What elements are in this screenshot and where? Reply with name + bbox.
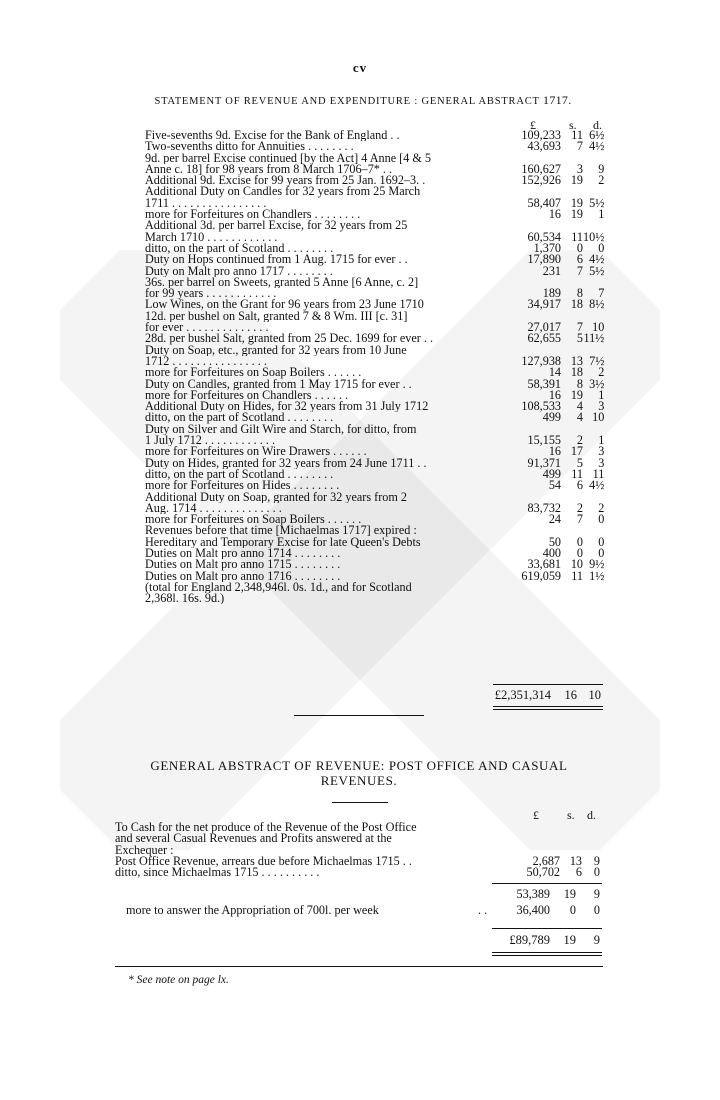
line-description: ditto, on the part of Scotland . . . . . . . . <box>145 412 334 424</box>
total-rule <box>493 684 603 685</box>
amount-pounds <box>497 593 561 604</box>
subtotal-shillings: 19 <box>563 887 576 901</box>
post-office-total-pounds: £89,789 <box>509 933 550 947</box>
amount-pence: 10½ <box>583 229 605 244</box>
amount-shillings: 8 <box>576 286 583 301</box>
amount-shillings <box>561 593 583 604</box>
amount-shillings: 0 <box>576 545 583 560</box>
line-description: for 99 years . . . . . . . . . . . . <box>145 288 277 300</box>
amount-pounds: 499 <box>542 466 561 481</box>
amount-pounds: 33,681 <box>527 557 561 572</box>
amount-shillings: 18 <box>570 297 583 312</box>
amount-pounds <box>491 822 560 833</box>
excise-row <box>145 266 604 277</box>
line-description: more for Forfeitures on Soap Boilers . . . . . . <box>145 367 362 379</box>
line-description: Anne c. 18] for 98 years from 8 March 1706–7* . . <box>145 163 393 176</box>
line-description: Duties on Malt pro anno 1714 . . . . . . . . <box>145 547 341 560</box>
line-description: Additional 3d. per barrel Excise, for 32 years from 25 <box>145 220 408 232</box>
amount-shillings: 3 <box>576 161 583 176</box>
excise-row <box>145 401 604 412</box>
amount-pounds <box>497 582 561 593</box>
excise-row <box>145 571 604 582</box>
amount-shillings: 6 <box>576 252 583 267</box>
appropriation-leader: . . <box>478 903 488 917</box>
grand-total-double-rule-top <box>492 952 602 953</box>
excise-row <box>145 593 604 604</box>
amount-shillings: 4 <box>576 399 583 414</box>
column-header-shillings: s. <box>569 118 577 132</box>
amount-pence: 11 <box>592 466 605 481</box>
amount-shillings: 19 <box>570 195 583 210</box>
amount-pounds: 34,917 <box>527 297 561 312</box>
line-description: ditto, on the part of Scotland . . . . . . . . <box>145 242 334 255</box>
grand-total-double-rule-bottom <box>492 955 602 956</box>
amount-pence <box>583 582 604 593</box>
amount-pence: 6½ <box>589 128 605 142</box>
page-number: cv <box>352 60 368 75</box>
amount-pounds: 17,890 <box>527 252 561 267</box>
post-office-total-shillings: 19 <box>563 933 576 947</box>
line-description: for ever . . . . . . . . . . . . . . <box>145 322 269 334</box>
line-description: Five-sevenths 9d. Excise for the Bank of England . . <box>145 130 400 142</box>
post-office-total-pence: 9 <box>593 933 600 947</box>
line-description: more for Forfeitures on Chandlers . . . . . . . . <box>145 209 361 221</box>
excise-row <box>145 198 604 209</box>
amount-pence: 7½ <box>589 353 605 368</box>
amount-pounds: 24 <box>548 512 561 527</box>
line-description: 28d. per bushel Salt, granted from 25 Dec. 1699 for ever . . <box>145 333 434 345</box>
excise-row <box>145 412 604 423</box>
amount-pence <box>583 593 604 604</box>
excise-row <box>145 458 604 469</box>
amount-pounds: 14 <box>548 365 561 380</box>
amount-shillings: 13 <box>569 853 582 868</box>
amount-pence: 10 <box>592 410 605 425</box>
amount-shillings: 4 <box>576 410 583 425</box>
amount-pounds <box>491 833 560 844</box>
running-head <box>133 93 593 108</box>
amount-shillings: 10 <box>570 557 583 572</box>
amount-pounds: 109,233 <box>521 128 561 142</box>
amount-pounds: 127,938 <box>521 353 561 368</box>
excise-row <box>145 514 604 525</box>
excise-row <box>145 356 604 367</box>
line-description: To Cash for the net produce of the Revenue of the Post Office <box>115 822 417 834</box>
amount-shillings: 18 <box>570 365 583 380</box>
section2-header-pence: d. <box>587 808 596 822</box>
line-description: Hereditary and Temporary Excise for late Queen's Debts <box>145 536 421 548</box>
section-heading <box>115 758 603 788</box>
line-description: Additional 9d. Excise for 99 years from 25 Jan. 1692–3. . <box>145 175 426 187</box>
excise-row <box>145 209 604 220</box>
amount-shillings: 19 <box>570 207 583 222</box>
post-office-row <box>115 845 600 856</box>
line-description: Post Office Revenue, arrears due before Michaelmas 1715 . . <box>115 855 412 868</box>
amount-pence <box>582 822 600 833</box>
amount-pounds: 83,732 <box>527 500 561 515</box>
excise-row <box>145 469 604 480</box>
total-double-rule-bottom <box>493 709 603 710</box>
excise-row <box>145 435 604 446</box>
amount-pounds: 499 <box>542 410 561 425</box>
section-heading-line2: REVENUES. <box>320 773 398 788</box>
amount-shillings: 8 <box>576 376 583 391</box>
amount-pence: 7 <box>598 286 605 301</box>
section2-header-pounds: £ <box>533 808 539 822</box>
amount-shillings <box>561 582 583 593</box>
amount-pence: 0 <box>598 534 605 549</box>
line-description: March 1710 . . . . . . . . . . . . <box>145 231 278 243</box>
amount-pence: 3½ <box>589 376 605 391</box>
post-office-row <box>115 822 600 833</box>
line-description: Additional Duty on Hides, for 32 years from 31 July 1712 <box>145 401 429 413</box>
amount-shillings: 13 <box>570 353 583 368</box>
line-description: Exchequer : <box>115 844 174 856</box>
amount-pence: 0 <box>598 240 605 255</box>
line-description: more for Forfeitures on Wire Drawers . . . . . . <box>145 446 367 458</box>
excise-row <box>145 277 604 288</box>
line-description: more for Forfeitures on Soap Boilers . . . . . . <box>145 514 362 526</box>
amount-pounds: 1,370 <box>533 240 561 255</box>
appropriation-shillings: 0 <box>569 903 576 917</box>
amount-shillings: 0 <box>576 240 583 255</box>
amount-pounds: 27,017 <box>527 320 561 335</box>
line-description: Duties on Malt pro anno 1715 . . . . . . . . <box>145 559 341 571</box>
amount-shillings: 11 <box>571 568 583 583</box>
excise-row <box>145 537 604 548</box>
amount-pounds: 152,926 <box>521 173 561 188</box>
excise-total-shillings: 16 <box>564 688 577 702</box>
line-description: 12d. per bushel on Salt, granted 7 & 8 Wm. III [c. 31] <box>145 310 408 323</box>
subtotal-rule <box>492 883 602 884</box>
excise-total-pence: 10 <box>588 688 601 702</box>
amount-pounds: 62,655 <box>527 331 561 346</box>
line-description: Duties on Malt pro anno 1716 . . . . . . . . <box>145 570 341 582</box>
line-description: 1 July 1712 . . . . . . . . . . . . <box>145 435 276 447</box>
amount-pounds: 91,371 <box>527 455 561 470</box>
line-description: Duty on Silver and Gilt Wire and Starch, for ditto, from <box>145 423 417 436</box>
amount-pence: 0 <box>593 865 600 880</box>
excise-row <box>145 582 604 593</box>
amount-pounds: 2,687 <box>532 853 560 868</box>
amount-pence: 5½ <box>589 195 605 210</box>
amount-shillings: 17 <box>570 444 583 459</box>
amount-pounds: 60,534 <box>527 229 561 244</box>
amount-shillings: 6 <box>576 478 583 493</box>
amount-pounds: 54 <box>548 478 561 493</box>
running-head-text: STATEMENT OF REVENUE AND EXPENDITURE : GENERAL ABSTRACT <box>154 96 540 107</box>
footnote: * See note on page lx. <box>128 974 229 986</box>
amount-shillings: 19 <box>570 173 583 188</box>
amount-pounds: 43,693 <box>527 139 561 154</box>
line-description: Duty on Hops continued from 1 Aug. 1715 for ever . . <box>145 254 408 266</box>
amount-pounds: 619,059 <box>521 568 561 583</box>
amount-shillings <box>560 833 582 844</box>
amount-shillings: 5 <box>576 331 583 346</box>
amount-pounds: 58,407 <box>527 195 561 210</box>
amount-pence: 0 <box>598 545 605 560</box>
amount-pounds: 50 <box>548 534 561 549</box>
line-description: 1711 . . . . . . . . . . . . . . . . <box>145 197 267 210</box>
appropriation-pence: 0 <box>593 903 600 917</box>
total-double-rule-top <box>493 706 603 707</box>
subtotal-pounds: 53,389 <box>516 887 550 901</box>
amount-pounds: 16 <box>548 444 561 459</box>
amount-pence <box>582 833 600 844</box>
amount-shillings: 5 <box>576 455 583 470</box>
amount-pence: 3 <box>598 455 605 470</box>
line-description: 1712 . . . . . . . . . . . . . . . . <box>145 355 267 368</box>
line-description: Two-sevenths ditto for Annuities . . . . . . . . <box>145 141 354 153</box>
line-description: Duty on Malt pro anno 1717 . . . . . . . . <box>145 265 333 277</box>
line-description: 9d. per barrel Excise continued [by the Act] 4 Anne [4 & 5 <box>145 152 431 164</box>
running-head-year: 1717. <box>543 93 572 107</box>
post-office-table <box>115 822 600 878</box>
grand-total-rule <box>492 928 602 929</box>
excise-row <box>145 480 604 491</box>
amount-shillings: 7 <box>576 512 583 527</box>
amount-pence: 1 <box>598 433 605 448</box>
line-description: Additional Duty on Soap, granted for 32 years from 2 <box>145 491 407 503</box>
footnote-rule <box>115 966 603 967</box>
line-description: Duty on Hides, granted for 32 years from 24 June 1711 . . <box>145 457 427 469</box>
amount-shillings: 7 <box>576 139 583 154</box>
amount-pence: 3 <box>598 399 605 414</box>
amount-pence: 2 <box>598 500 605 515</box>
line-description: 36s. per barrel on Sweets, granted 5 Anne [6 Anne, c. 2] <box>145 276 419 289</box>
excise-row <box>145 333 604 344</box>
amount-pounds: 15,155 <box>527 433 561 448</box>
line-description: and several Casual Revenues and Profits answered at the <box>115 833 392 845</box>
line-description: Aug. 1714 . . . . . . . . . . . . . . <box>145 502 282 515</box>
column-header-pounds: £ <box>530 118 536 132</box>
amount-pence: 8½ <box>589 297 605 312</box>
amount-pence: 5½ <box>589 263 605 278</box>
amount-pence: 4½ <box>589 478 605 493</box>
amount-pence: 4½ <box>589 252 605 267</box>
amount-shillings: 2 <box>576 500 583 515</box>
excise-row <box>145 175 604 186</box>
amount-pence: 1 <box>598 207 605 222</box>
amount-shillings: 11 <box>571 466 583 481</box>
line-description: ditto, on the part of Scotland . . . . . . . . <box>145 468 334 481</box>
amount-pounds: 108,533 <box>521 399 561 414</box>
amount-pence: 2 <box>598 173 605 188</box>
amount-pence: 1 <box>598 387 605 402</box>
line-description: ditto, since Michaelmas 1715 . . . . . . . . . . <box>115 867 320 879</box>
amount-shillings <box>560 822 582 833</box>
appropriation-pounds: 36,400 <box>516 903 550 917</box>
amount-pounds: 50,702 <box>526 865 560 880</box>
amount-shillings: 7 <box>576 320 583 335</box>
post-office-row <box>115 833 600 844</box>
amount-pounds: 160,627 <box>521 161 561 176</box>
amount-pence: 10 <box>592 320 605 335</box>
post-office-row <box>115 867 600 878</box>
amount-pounds: 16 <box>548 207 561 222</box>
column-header-pence: d. <box>593 118 602 132</box>
excise-row <box>145 503 604 514</box>
line-description: Low Wines, on the Grant for 96 years from 23 June 1710 <box>145 299 424 311</box>
excise-row <box>145 525 604 536</box>
section-separator <box>294 715 424 716</box>
line-description: Revenues before that time [Michaelmas 1717] expired : <box>145 525 417 537</box>
appropriation-text: more to answer the Appropriation of 700l. per week <box>126 903 379 917</box>
amount-pence: 3 <box>598 444 605 459</box>
amount-pence: 9½ <box>589 557 605 572</box>
line-description: Additional Duty on Candles for 32 years from 25 March <box>145 186 421 198</box>
excise-table <box>145 130 604 604</box>
line-description: more for Forfeitures on Chandlers . . . . . . <box>145 389 349 402</box>
excise-row <box>145 141 604 152</box>
excise-total-pounds: £2,351,314 <box>494 688 551 702</box>
excise-row <box>145 379 604 390</box>
amount-pence: 11½ <box>583 331 605 346</box>
amount-pounds: 400 <box>542 545 561 560</box>
amount-shillings: 11 <box>571 229 583 244</box>
heading-underline <box>332 802 388 803</box>
subtotal-pence: 9 <box>593 887 600 901</box>
line-description: more for Forfeitures on Hides . . . . . . . . <box>145 480 340 492</box>
amount-shillings: 0 <box>576 534 583 549</box>
amount-shillings: 19 <box>570 387 583 402</box>
amount-pence: 9 <box>593 853 600 868</box>
amount-pence: 4½ <box>589 139 605 154</box>
excise-row <box>145 299 604 310</box>
amount-pence: 2 <box>598 365 605 380</box>
line-description: (total for England 2,348,946l. 0s. 1d., and for Scotland <box>145 581 412 594</box>
amount-shillings: 11 <box>571 128 583 142</box>
amount-pence: 9 <box>598 161 605 176</box>
amount-pence: 1½ <box>589 568 605 583</box>
line-description: 2,368l. 16s. 9d.) <box>145 593 225 605</box>
amount-shillings: 2 <box>576 433 583 448</box>
amount-pounds: 16 <box>548 387 561 402</box>
amount-pounds: 231 <box>542 263 561 278</box>
section2-header-shillings: s. <box>567 808 575 822</box>
amount-pounds: 58,391 <box>527 376 561 391</box>
section-heading-line1: GENERAL ABSTRACT OF REVENUE: POST OFFICE AND CASUAL <box>150 758 568 773</box>
line-description: Duty on Candles, granted from 1 May 1715 for ever . . <box>145 378 412 390</box>
amount-shillings: 6 <box>575 865 582 880</box>
line-description: Duty on Soap, etc., granted for 32 years from 10 June <box>145 344 407 356</box>
amount-pounds: 189 <box>542 286 561 301</box>
amount-pence: 0 <box>598 512 605 527</box>
amount-shillings: 7 <box>576 263 583 278</box>
excise-row <box>145 254 604 265</box>
